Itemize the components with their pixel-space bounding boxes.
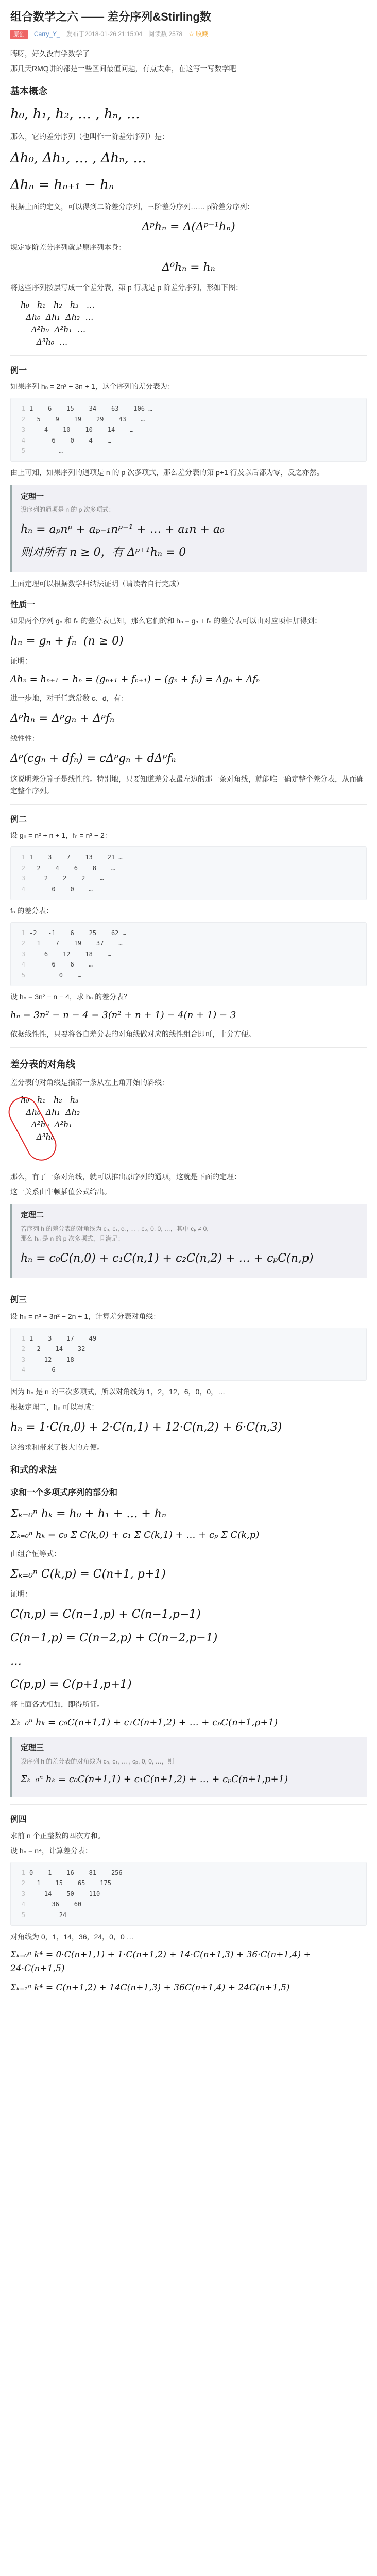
section-heading: 性质一 (10, 600, 36, 609)
formula: Δh₀, Δh₁, … , Δhₙ, … (10, 150, 147, 166)
paragraph: 将上面各式相加，即得所证。 (10, 1700, 104, 1709)
view-count: 阅读数 2578 (148, 30, 183, 38)
section-heading: 例四 (10, 1815, 27, 1824)
section-heading: 求和一个多项式序列的部分和 (10, 1488, 118, 1497)
paragraph: 那么，它的差分序列（也叫作一阶差分序列）是： (10, 132, 169, 141)
paragraph: 由上可知，如果序列的通项是 n 的 p 次多项式，那么差分表的第 p+1 行及以后都为零，反之亦然。 (10, 468, 324, 477)
paragraph: 对角线为 0，1，14，36，24，0，0 … (10, 1932, 134, 1941)
formula: h₀, h₁, h₂, … , hₙ, … (10, 107, 140, 123)
section-heading: 例一 (10, 366, 27, 375)
formula: hₙ = c₀C(n,0) + c₁C(n,1) + c₂C(n,2) + … + cₚC(n,p) (21, 1252, 314, 1265)
theorem-text: 那么 hₙ 是 n 的 p 次多项式，且满足： (21, 1235, 124, 1243)
line-numbers: 1 2 3 4 5 (21, 929, 25, 979)
paragraph: fₙ 的差分表： (10, 906, 54, 915)
intro-text: 嗨呀，好久没有学数学了 (10, 49, 90, 58)
code-block[interactable]: 1 2 3 4 5 1 6 15 34 63 106 … 5 9 19 29 43 … 4 10 10 14 … 6 0 4 … … (10, 398, 367, 462)
theorem-title: 定理一 (21, 492, 44, 501)
divider (10, 1047, 367, 1048)
section-heading: 基本概念 (10, 86, 47, 96)
paragraph: 规定零阶差分序列就是原序列本身： (10, 243, 126, 251)
article-meta (10, 29, 367, 40)
paragraph: 如果序列 hₙ = 2n³ + 3n + 1，这个序列的差分表为： (10, 382, 175, 391)
formula: hₙ = gₙ + fₙ (n ≥ 0) (10, 635, 124, 648)
paragraph: 根据定理二，hₙ 可以写成： (10, 1402, 99, 1411)
theorem-title: 定理二 (21, 1210, 44, 1219)
theorem-box (10, 485, 367, 572)
divider (10, 804, 367, 805)
paragraph: 进一步地，对于任意常数 c、d，有： (10, 694, 128, 703)
paragraph: 设 hₙ = 3n² − n − 4，求 hₙ 的差分表？ (10, 992, 131, 1001)
paragraph: 求前 n 个正整数的四次方和。 (10, 1831, 105, 1840)
formula: Σₖ₌₀ⁿ hₖ = c₀ Σ C(k,0) + c₁ Σ C(k,1) + … + cₚ Σ C(k,p) (10, 1530, 260, 1541)
table-row: Δ³h₀ … (21, 337, 68, 347)
formula: C(n,p) = C(n−1,p) + C(n−1,p−1) (10, 1608, 201, 1621)
paragraph: 这说明差分算子是线性的。特别地，只要知道差分表最左边的那一条对角线，就能唯一确定整个差分表，从而确定整个序列。 (10, 774, 364, 795)
theorem-title: 定理三 (21, 1743, 44, 1753)
line-numbers: 1 2 3 4 (21, 854, 25, 893)
formula: hₙ = aₚnᵖ + aₚ₋₁nᵖ⁻¹ + … + a₁n + a₀ (21, 523, 225, 536)
theorem-box (10, 1737, 367, 1797)
formula: Σₖ₌₀ⁿ C(k,p) = C(n+1, p+1) (10, 1568, 166, 1581)
formula: 则对所有 n ≥ 0，有 Δᵖ⁺¹hₙ = 0 (21, 546, 186, 560)
paragraph: 线性性： (10, 734, 39, 743)
code-block[interactable]: 1 2 3 4 5 -2 -1 6 25 62 … 1 7 19 37 … 6 12 18 … 6 6 … 0 … (10, 922, 367, 986)
formula: C(p,p) = C(p+1,p+1) (10, 1677, 132, 1691)
article-title: 组合数学之六 —— 差分序列&Stirling数 (10, 10, 211, 23)
paragraph: 设 gₙ = n² + n + 1，fₙ = n³ − 2： (10, 831, 112, 840)
line-numbers: 1 2 3 4 5 (21, 405, 25, 455)
section-heading: 例三 (10, 1296, 27, 1305)
code-block[interactable]: 1 2 3 4 1 3 17 49 2 14 32 12 18 6 (10, 1328, 367, 1381)
formula: Δhₙ = hₙ₊₁ − hₙ (10, 177, 114, 193)
formula: Σₖ₌₀ⁿ hₖ = h₀ + h₁ + … + hₙ (10, 1507, 166, 1521)
author-link[interactable]: Carry_Y_ (34, 30, 60, 38)
section-heading: 和式的求法 (10, 1464, 57, 1475)
formula: C(n−1,p) = C(n−2,p) + C(n−2,p−1) (10, 1631, 218, 1645)
paragraph: 设 hₙ = n⁴，计算差分表： (10, 1846, 93, 1855)
difference-table: h₀ h₁ h₂ h₃ Δh₀ Δh₁ Δh₂ Δ²h₀ Δ²h₁ Δ³h₀ (21, 1094, 80, 1142)
difference-table (21, 299, 367, 348)
formula: … (10, 1654, 22, 1668)
divider (10, 1804, 367, 1805)
paragraph: 这一关系由牛顿插值公式给出。 (10, 1187, 111, 1196)
table-row: h₀ h₁ h₂ h₃ … (21, 300, 95, 310)
theorem-box (10, 1204, 367, 1278)
favorite-button[interactable]: ☆ 收藏 (188, 30, 209, 38)
paragraph: 那么，有了一条对角线，就可以推出原序列的通项，这就是下面的定理： (10, 1172, 241, 1181)
original-badge: 原创 (10, 30, 28, 39)
paragraph: 差分表的对角线是指第一条从左上角开始的斜线： (10, 1078, 169, 1087)
paragraph: 如果两个序列 gₙ 和 fₙ 的差分表已知，那么它们的和 hₙ = gₙ + fₙ 的差分表可以由对应项相加得到： (10, 616, 322, 625)
line-numbers: 1 2 3 4 (21, 1334, 25, 1374)
paragraph: 设 hₙ = n³ + 3n² − 2n + 1，计算差分表对角线： (10, 1312, 161, 1320)
formula: Δᵖhₙ = Δ(Δᵖ⁻¹hₙ) (142, 221, 235, 234)
formula: Σₖ₌₁ⁿ k⁴ = C(n+1,2) + 14C(n+1,3) + 36C(n+1,4) + 24C(n+1,5) (10, 1982, 290, 1993)
publish-date: 发布于2018-01-26 21:15:04 (66, 30, 143, 38)
paragraph: 证明： (10, 657, 32, 666)
theorem-text: 若序列 h 的差分表的对角线为 c₀, c₁, c₂, … , cₚ, 0, 0, …，其中 cₚ ≠ 0， (21, 1225, 213, 1232)
formula: Σₖ₌₀ⁿ k⁴ = 0·C(n+1,1) + 1·C(n+1,2) + 14·C(n+1,3) + 36·C(n+1,4) + 24·C(n+1,5) (10, 1950, 314, 1974)
diagonal-illustration (21, 1094, 113, 1166)
code-block[interactable]: 1 2 3 4 5 0 1 16 81 256 1 15 65 175 14 50 110 36 60 24 (10, 1862, 367, 1926)
formula: Δᵖhₙ = Δᵖgₙ + Δᵖfₙ (10, 712, 115, 725)
paragraph: 根据上面的定义，可以得到二阶差分序列，三阶差分序列…… p阶差分序列： (10, 202, 254, 211)
table-row: Δh₀ Δh₁ Δh₂ … (21, 312, 94, 322)
code-block[interactable]: 1 2 3 4 1 3 7 13 21 … 2 4 6 8 … 2 2 2 … 0 0 … (10, 846, 367, 900)
formula: hₙ = 3n² − n − 4 = 3(n² + n + 1) − 4(n + 1) − 3 (10, 1010, 236, 1021)
paragraph: 因为 hₙ 是 n 的三次多项式，所以对角线为 1，2，12，6，0，0，… (10, 1387, 226, 1396)
paragraph: 证明： (10, 1590, 32, 1599)
formula: Σₖ₌₀ⁿ hₖ = c₀C(n+1,1) + c₁C(n+1,2) + … + cₚC(n+1,p+1) (21, 1773, 288, 1785)
section-heading: 例二 (10, 815, 27, 824)
formula: Δ⁰hₙ = hₙ (162, 261, 215, 274)
section-heading: 差分表的对角线 (10, 1059, 75, 1070)
line-numbers: 1 2 3 4 5 (21, 1869, 25, 1919)
divider (10, 355, 367, 356)
formula: Δhₙ = hₙ₊₁ − hₙ = (gₙ₊₁ + fₙ₊₁) − (gₙ + fₙ) = Δgₙ + Δfₙ (10, 674, 260, 685)
paragraph: 这给求和带来了极大的方便。 (10, 1443, 104, 1451)
theorem-text: 设序列 h 的差分表的对角线为 c₀, c₁, … , cₚ, 0, 0, …，则 (21, 1757, 174, 1765)
formula: Σₖ₌₀ⁿ hₖ = c₀C(n+1,1) + c₁C(n+1,2) + … + cₚC(n+1,p+1) (10, 1717, 278, 1728)
table-row: Δ²h₀ Δ²h₁ … (21, 325, 86, 334)
paragraph: 上面定理可以根据数学归纳法证明（请读者自行完成） (10, 580, 183, 588)
theorem-text: 设序列的通项是 n 的 p 次多项式： (21, 506, 115, 514)
paragraph: 由组合恒等式： (10, 1550, 61, 1558)
formula: Δᵖ(cgₙ + dfₙ) = cΔᵖgₙ + dΔᵖfₙ (10, 752, 176, 766)
paragraph: 依据线性性，只要将各自差分表的对角线做对应的线性组合即可，十分方便。 (10, 1029, 255, 1038)
paragraph: 将这些序列按层写成一个差分表，第 p 行就是 p 阶差分序列，形如下图： (10, 283, 243, 292)
intro-text: 那几天RMQ讲的都是一些区间最值问题，有点太难，在这写一写数学吧 (10, 64, 236, 73)
formula: hₙ = 1·C(n,0) + 2·C(n,1) + 12·C(n,2) + 6·C(n,3) (10, 1420, 282, 1434)
